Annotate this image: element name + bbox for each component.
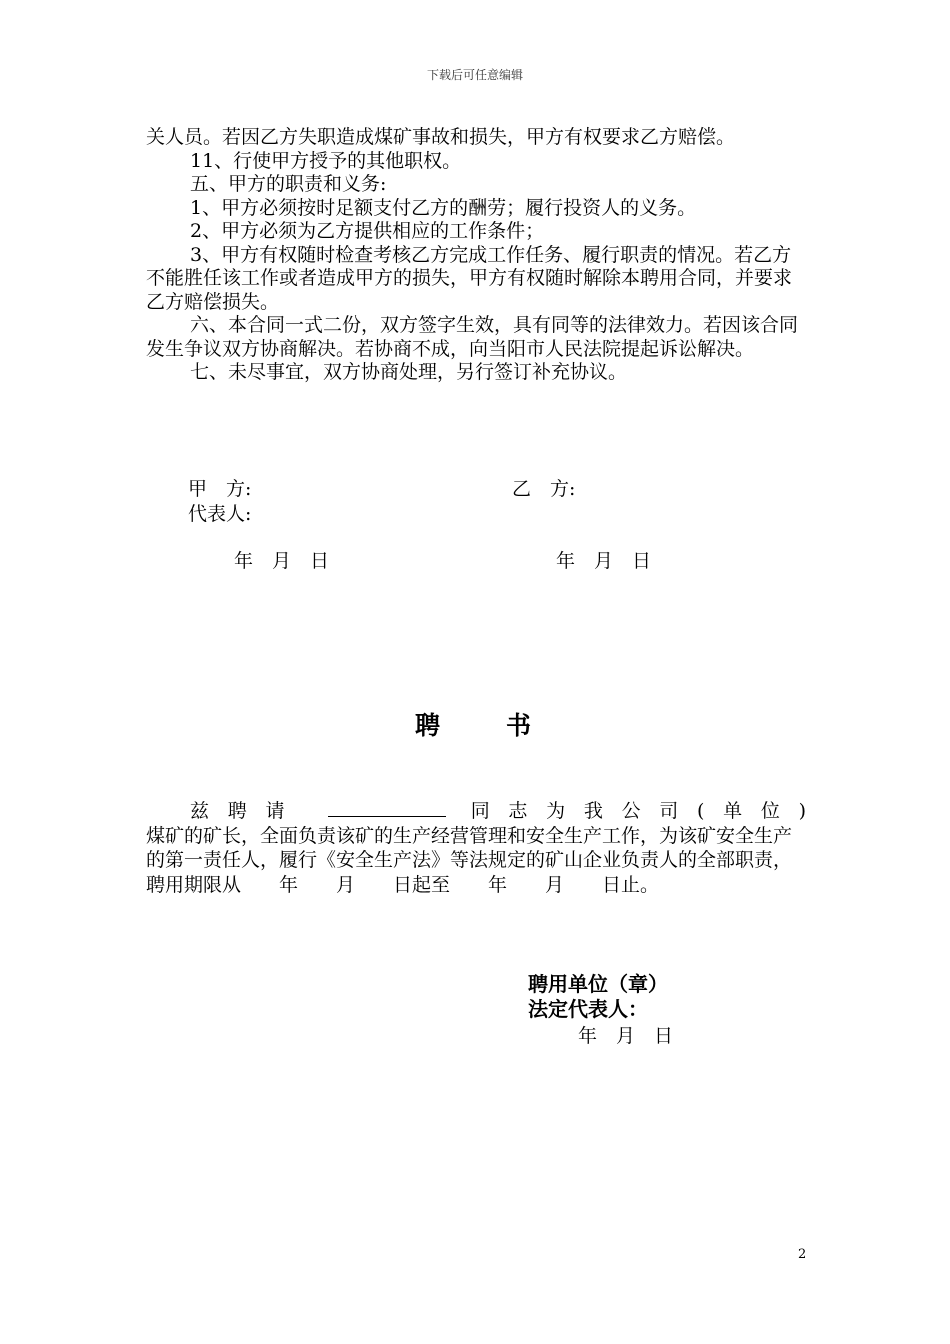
party-b-label: 乙 方: <box>512 478 576 500</box>
representative-label: 代表人: <box>188 503 252 525</box>
employer-block <box>528 972 668 1022</box>
appointment-date: 年 月 日 <box>578 1025 674 1047</box>
appointee-name-blank <box>328 798 446 817</box>
employer-label: 聘用单位（章） <box>528 972 668 996</box>
page-header: 下载后可任意编辑 <box>426 68 523 82</box>
contract-paragraph: 1、甲方必须按时足额支付乙方的酬劳；履行投资人的义务。 <box>190 196 697 219</box>
appointment-first-line <box>146 798 806 824</box>
party-b-date: 年 月 日 <box>556 550 652 572</box>
contract-paragraph: 五、甲方的职责和义务: <box>190 173 387 195</box>
appointment-body <box>146 798 806 897</box>
appointment-line1-end: 同志为我公司(单位) <box>470 800 806 822</box>
page-number: 2 <box>798 1247 807 1262</box>
appointment-line1-start: 兹聘请 <box>190 800 304 822</box>
title-char-left: 聘 <box>414 711 444 740</box>
contract-paragraph: 七、未尽事宜，双方协商处理，另行签订补充协议。 <box>190 361 628 383</box>
contract-paragraph: 2、甲方必须为乙方提供相应的工作条件； <box>190 220 545 242</box>
contract-paragraph: 关人员。若因乙方失职造成煤矿事故和损失，甲方有权要求乙方赔偿。 <box>146 126 736 148</box>
party-a-date: 年 月 日 <box>234 550 330 572</box>
legal-rep-label: 法定代表人： <box>528 997 648 1021</box>
title-char-right: 书 <box>506 711 536 740</box>
contract-body <box>146 126 806 385</box>
contract-paragraph: 六、本合同一式二份，双方签字生效，具有同等的法律效力。若因该合同发生争议双方协商解决。若协商不成，向当阳市人民法院提起诉讼解决。 <box>146 314 799 360</box>
contract-paragraph: 11、行使甲方授予的其他职权。 <box>190 149 462 172</box>
appointment-text: 煤矿的矿长，全面负责该矿的生产经营管理和安全生产工作，为该矿安全生产的第一责任人，履行《安全生产法》等法规定的矿山企业负责人的全部职责，聘用期限从 年 月 日起至 年 月 日止。 <box>146 824 793 896</box>
contract-paragraph: 3、甲方有权随时检查考核乙方完成工作任务、履行职责的情况。若乙方不能胜任该工作或者造成甲方的损失，甲方有权随时解除本聘用合同，并要求乙方赔偿损失。 <box>146 243 793 313</box>
party-a-label: 甲 方: <box>188 478 252 500</box>
appointment-title <box>0 706 950 742</box>
